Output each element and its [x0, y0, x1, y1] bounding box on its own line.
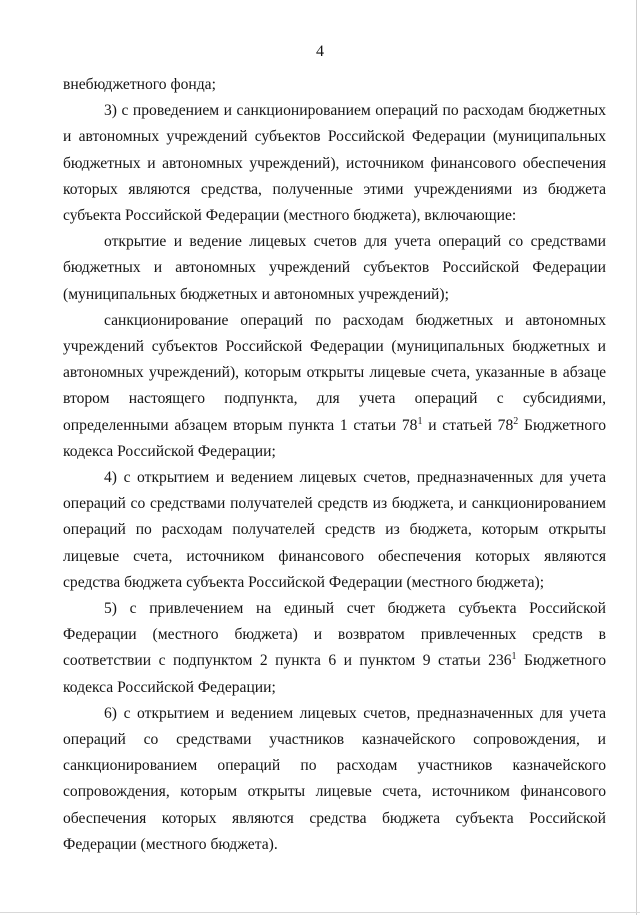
- superscript-article-236-1: 1: [511, 651, 517, 663]
- paragraph-item-5: [63, 596, 606, 701]
- document-body: [63, 72, 606, 858]
- paragraph-sanctioning-text-a: санкционирование операций по расходам бюджетных и автономных учреждений субъектов Российской Федерации (муниципальных бюджетных и автономных учреждений), которым открыты лицевые счета, указанные в абзаце втором настоящего подпункта, для учета операций с субсидиями, определенными абзацем вторым пункта 1 статьи 78: [63, 311, 606, 434]
- page-number: 4: [316, 43, 324, 60]
- paragraph-item-6: 6) с открытием и ведением лицевых счетов, предназначенных для учета операций со средствами участников казначейского сопровождения, и санкционированием операций по расходам участников казначейского сопровождения, которым открыты лицевые счета, источником финансового обеспечения которых являются средства бюджета субъекта Российской Федерации (местного бюджета).: [63, 704, 606, 853]
- paragraph-item-5-text-a: 5) с привлечением на единый счет бюджета субъекта Российской Федерации (местного бюджета) и возвратом привлеченных средств в соответствии с подпунктом 2 пункта 6 и пунктом 9 статьи 236: [63, 600, 606, 670]
- paragraph-sanctioning-text-c: Бюджетного кодекса Российской Федерации;: [63, 416, 606, 460]
- paragraph-item-5-text-b: Бюджетного кодекса Российской Федерации;: [63, 652, 607, 696]
- superscript-article-78-1: 1: [417, 415, 423, 427]
- paragraph-item-4: 4) с открытием и ведением лицевых счетов, предназначенных для учета операций со средствами получателей средств из бюджета, и санкционированием операций по расходам получателей средств из бюджета, которым открыты лицевые счета, источником финансового обеспечения которых являются средства бюджета субъекта Российской Федерации (местного бюджета);: [63, 469, 606, 591]
- paragraph-sanctioning-text-b: и статьей 78: [422, 416, 514, 434]
- paragraph-sanctioning: [63, 308, 606, 465]
- paragraph-item-3: 3) с проведением и санкционированием операций по расходам бюджетных и автономных учреждений субъектов Российской Федерации (муниципальных бюджетных и автономных учреждений), источником финансового обеспечения которых являются средства, полученные этими учреждениями из бюджета субъекта Российской Федерации (местного бюджета), включающие:: [63, 102, 606, 225]
- scan-border-bottom: [0, 912, 640, 913]
- superscript-article-78-2: 2: [513, 415, 519, 427]
- paragraph-accounts-opening: открытие и ведение лицевых счетов для учета операций со средствами бюджетных и автономных учреждений субъектов Российской Федерации (муниципальных бюджетных и автономных учреждений);: [63, 233, 606, 303]
- scan-border-right: [636, 0, 637, 915]
- paragraph-continuation: внебюджетного фонда;: [63, 76, 216, 93]
